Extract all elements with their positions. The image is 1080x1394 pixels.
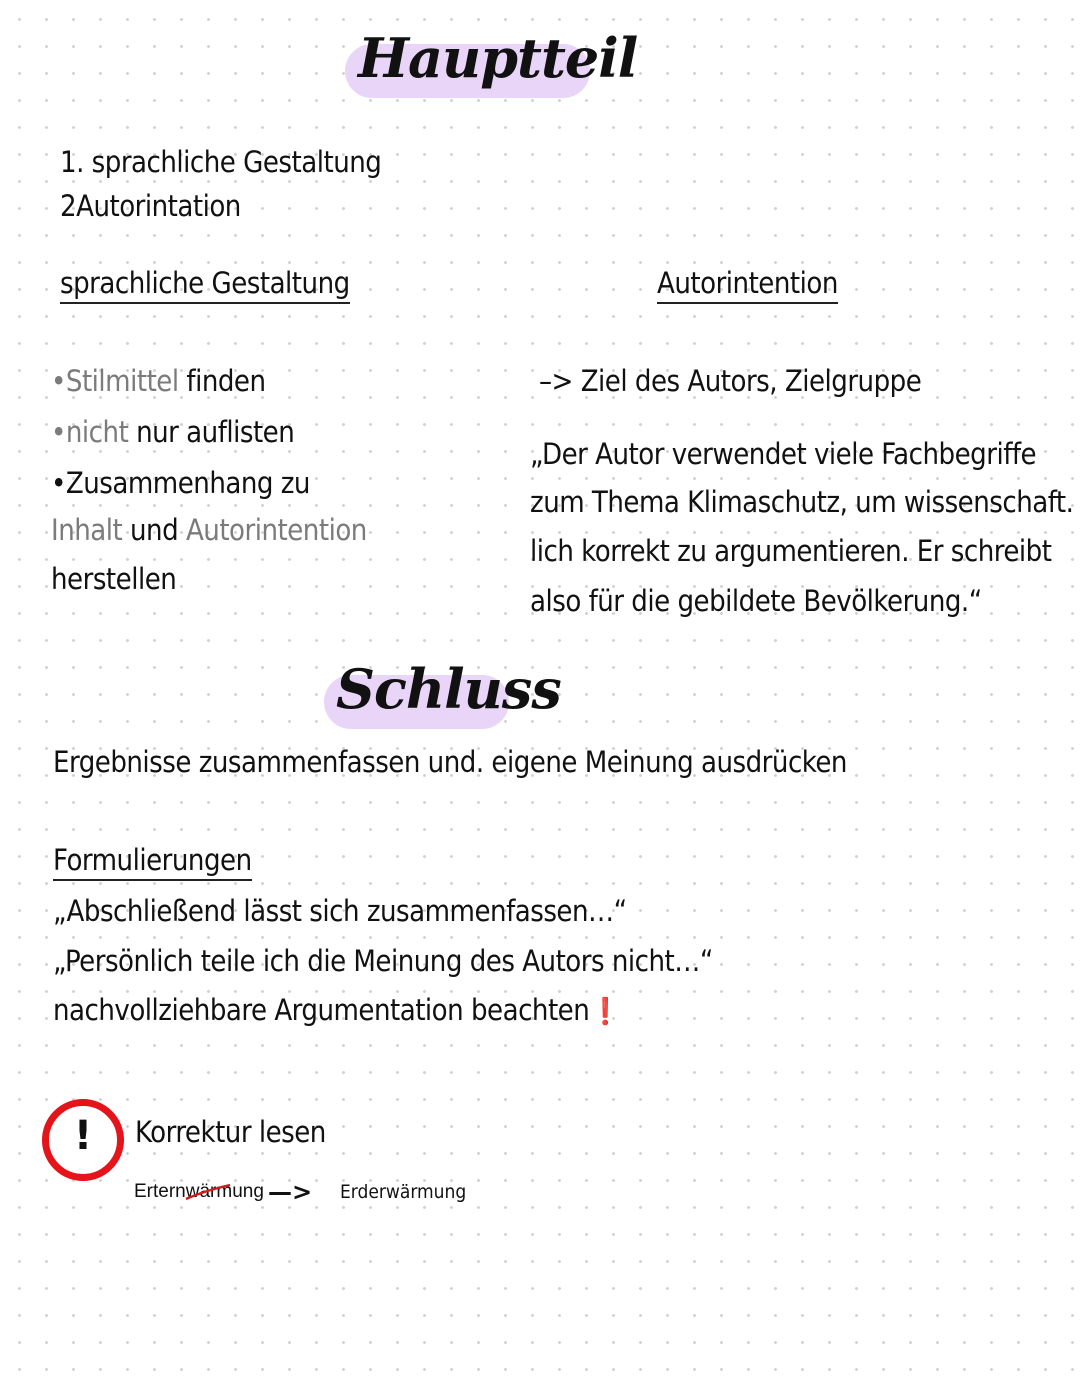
- left-bullet-1-gray: •Stilmittel: [51, 364, 179, 398]
- correction-label: Korrektur lesen: [135, 1115, 326, 1149]
- left-bullet-1-rest: finden: [178, 364, 266, 398]
- warning-circle-icon: [42, 1099, 124, 1181]
- right-heading: Autorintention: [657, 269, 838, 304]
- left-bullet-2-gray: •nicht: [51, 415, 129, 449]
- hauptteil-title: Hauptteil: [358, 26, 638, 90]
- left-line-4-autorintention: Autorintention: [185, 513, 367, 547]
- left-line-4-und: und: [122, 513, 186, 547]
- outline-item-1: 1. sprachliche Gestaltung: [60, 145, 382, 179]
- left-bullet-3: •Zusammenhang zu: [51, 466, 310, 500]
- strike-icon: [184, 1183, 232, 1201]
- left-heading: sprachliche Gestaltung: [60, 269, 350, 304]
- right-quote-line-4: also für die gebildete Bevölkerung.“: [530, 584, 982, 618]
- correct-word: Erderwärmung: [340, 1181, 467, 1203]
- left-line-4: [51, 513, 367, 547]
- right-quote-line-2: zum Thema Klimaschutz, um wissenschaft.: [530, 485, 1074, 519]
- schluss-title: Schluss: [336, 657, 561, 721]
- left-line-5: herstellen: [51, 562, 177, 596]
- phrase-3-text: nachvollziehbare Argumentation beachten: [53, 993, 590, 1027]
- phrase-3: [53, 993, 622, 1027]
- left-bullet-1: [51, 364, 266, 398]
- red-exclamation-icon: ❗: [589, 997, 622, 1027]
- phrase-2: „Persönlich teile ich die Meinung des Autors nicht…“: [53, 944, 713, 978]
- correction-example: [134, 1181, 264, 1203]
- warning-exclamation: !: [73, 1113, 93, 1159]
- wrong-word-rest: wärmung: [185, 1181, 264, 1202]
- schluss-summary: Ergebnisse zusammenfassen und. eigene Meinung ausdrücken: [53, 745, 847, 779]
- wrong-word-struck: [186, 1181, 264, 1203]
- right-quote-line-3: lich korrekt zu argumentieren. Er schreibt: [530, 534, 1052, 568]
- outline-item-2: 2Autorintation: [60, 189, 241, 223]
- right-arrow-line: –> Ziel des Autors, Zielgruppe: [539, 364, 922, 398]
- left-line-4-inhalt: Inhalt: [51, 513, 123, 547]
- formulierungen-heading: Formulierungen: [53, 846, 252, 881]
- correction-arrow: —>: [268, 1178, 313, 1206]
- phrase-1: „Abschließend lässt sich zusammenfassen…“: [53, 894, 627, 928]
- wrong-word-prefix: Ertern: [134, 1181, 186, 1202]
- left-bullet-2-rest: nur auflisten: [128, 415, 295, 449]
- right-quote-line-1: „Der Autor verwendet viele Fachbegriffe: [530, 437, 1037, 471]
- left-bullet-2: [51, 415, 295, 449]
